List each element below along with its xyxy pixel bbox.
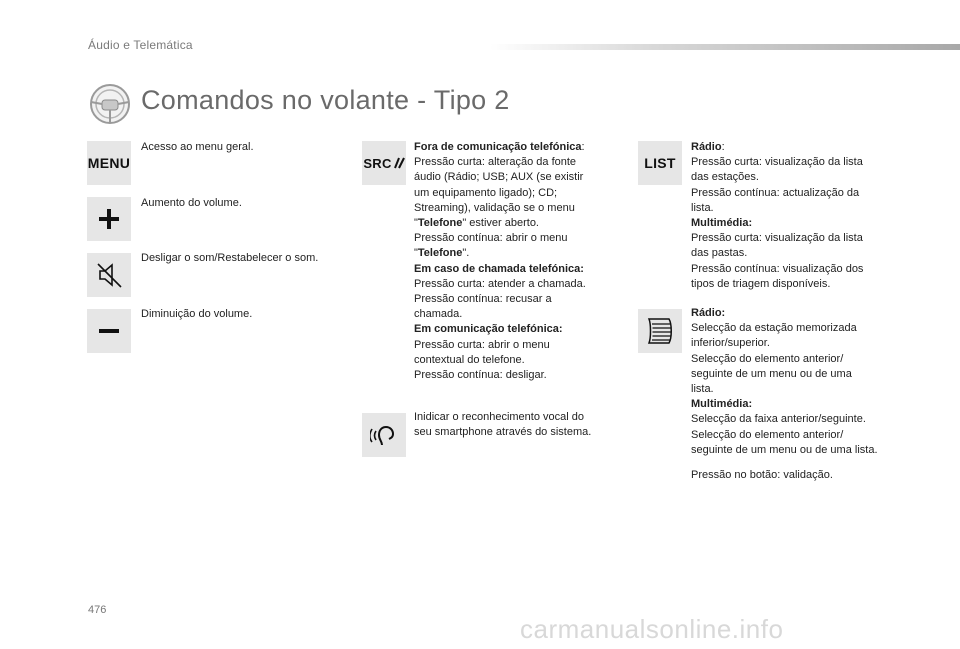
src-icon-label: SRC	[363, 155, 392, 171]
list-heading-multimedia: Multimédia:	[691, 217, 753, 230]
list-line: lista.	[691, 201, 714, 214]
src-line: Streaming), validação se o menu	[414, 201, 575, 214]
telefone-term: Telefone	[417, 217, 463, 230]
thumbwheel-press-description: Pressão no botão: validação.	[691, 469, 833, 481]
list-description	[691, 140, 906, 292]
mute-icon	[87, 253, 131, 297]
wheel-line: Selecção da faixa anterior/seguinte.	[691, 413, 866, 426]
watermark: carmanualsonline.info	[520, 614, 784, 644]
voice-recognition-icon	[362, 413, 406, 457]
header-rule	[490, 44, 960, 50]
quote: "	[414, 247, 418, 260]
wheel-line: Selecção do elemento anterior/	[691, 352, 844, 365]
list-line: Pressão contínua: actualização da	[691, 186, 860, 199]
src-line: Pressão curta: abrir o menu	[414, 338, 550, 351]
voice-description	[414, 410, 624, 440]
src-button-icon	[362, 141, 406, 185]
list-button-icon	[638, 141, 682, 185]
steering-wheel-icon	[88, 82, 132, 126]
list-line: tipos de triagem disponíveis.	[691, 277, 831, 290]
wheel-line: seguinte de um menu ou de uma lista.	[691, 443, 878, 456]
menu-button-icon	[87, 141, 131, 185]
src-line: Pressão curta: atender a chamada.	[414, 277, 586, 290]
src-line: " estiver aberto.	[462, 217, 539, 230]
list-icon-label: LIST	[644, 155, 676, 171]
volume-down-icon	[87, 309, 131, 353]
menu-description: Acesso ao menu geral.	[141, 141, 254, 153]
voice-line: Inidicar o reconhecimento vocal do	[414, 411, 584, 423]
wheel-line: Selecção da estação memorizada	[691, 322, 857, 335]
quote: ".	[462, 247, 470, 260]
list-line: Pressão curta: visualização da lista	[691, 232, 863, 245]
list-heading-radio: Rádio	[691, 141, 722, 153]
thumbwheel-description	[691, 306, 906, 458]
quote: "	[414, 217, 418, 230]
src-heading-incoming-call: Em caso de chamada telefónica:	[414, 262, 584, 275]
src-heading-in-call: Em comunicação telefónica:	[414, 323, 563, 336]
page-title: Comandos no volante - Tipo 2	[141, 85, 510, 115]
wheel-line: lista.	[691, 383, 714, 396]
wheel-line: seguinte de um menu ou de uma	[691, 367, 852, 380]
telefone-term: Telefone	[417, 247, 463, 260]
list-line: das estações.	[691, 171, 759, 184]
list-line: Pressão curta: visualização da lista	[691, 156, 863, 169]
wheel-heading-radio: Rádio:	[691, 307, 726, 319]
wheel-line: inferior/superior.	[691, 337, 770, 350]
src-heading-out-of-call: Fora de comunicação telefónica	[414, 141, 582, 153]
volume-up-description: Aumento do volume.	[141, 197, 242, 209]
page-number: 476	[88, 604, 107, 616]
wheel-heading-multimedia: Multimédia:	[691, 398, 753, 411]
src-line: chamada.	[414, 308, 463, 321]
colon: :	[721, 141, 725, 153]
list-line: Pressão contínua: visualização dos	[691, 262, 864, 275]
src-line: Pressão contínua: recusar a	[414, 293, 552, 306]
src-line: áudio (Rádio; USB; AUX (se existir	[414, 171, 584, 184]
src-line: um equipamento ligado); CD;	[414, 186, 558, 199]
thumbwheel-icon	[638, 309, 682, 353]
src-line: contextual do telefone.	[414, 353, 525, 366]
voice-line: seu smartphone através do sistema.	[414, 426, 592, 439]
src-line: Pressão contínua: abrir o menu	[414, 232, 568, 245]
colon: :	[581, 141, 585, 153]
src-description	[414, 140, 624, 383]
list-line: das pastas.	[691, 247, 748, 260]
menu-icon-label: MENU	[87, 155, 131, 171]
section-header: Áudio e Telemática	[88, 38, 193, 52]
src-line: Pressão curta: alteração da fonte	[414, 156, 577, 169]
wheel-line: Selecção do elemento anterior/	[691, 428, 844, 441]
volume-down-description: Diminuição do volume.	[141, 308, 253, 320]
src-line: Pressão contínua: desligar.	[414, 369, 547, 382]
mute-description: Desligar o som/Restabelecer o som.	[141, 252, 319, 264]
volume-up-icon	[87, 197, 131, 241]
